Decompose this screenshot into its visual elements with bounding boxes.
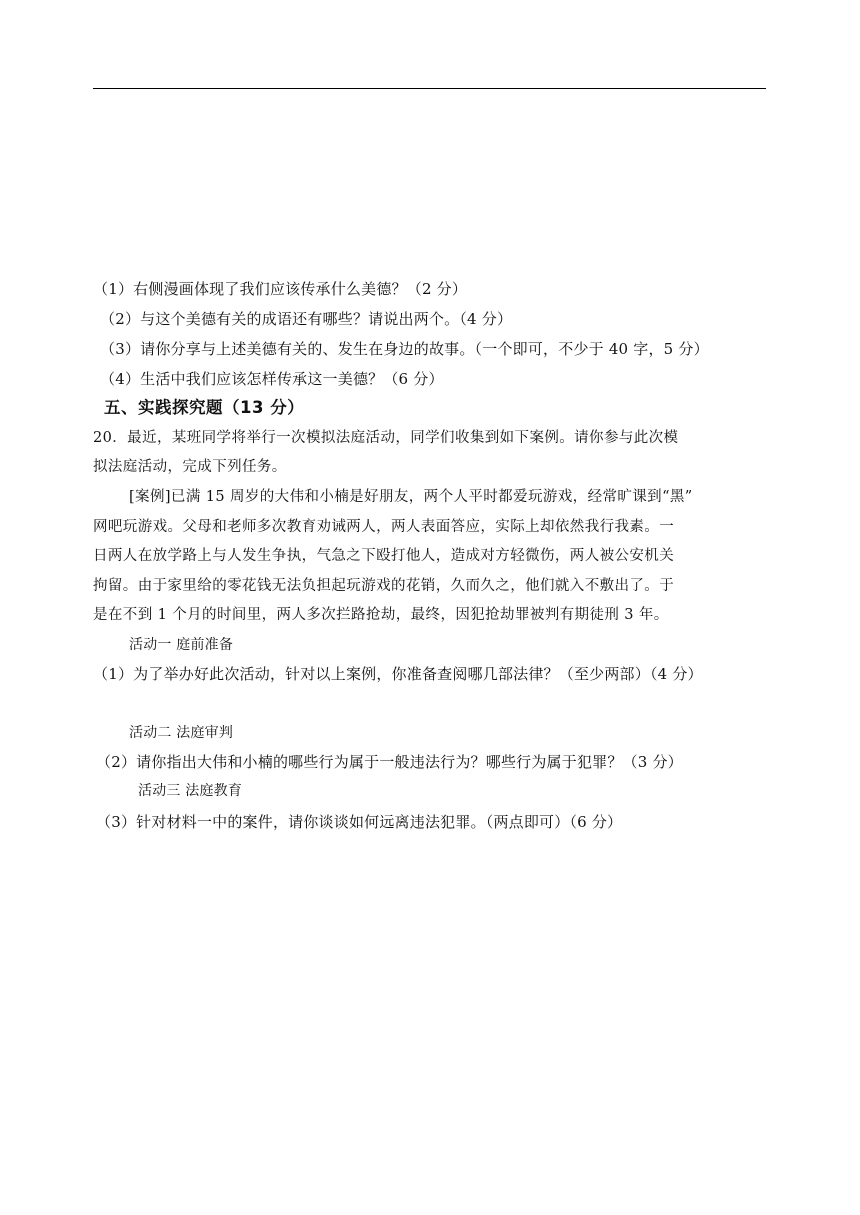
section-five-heading: 五、实践探究题（13 分）	[104, 398, 305, 417]
question-4-2: （2）与这个美德有关的成语还有哪些？请说出两个。（4 分）	[100, 310, 513, 328]
case-text-line-3: 日两人在放学路上与人发生争执，气急之下殴打他人，造成对方轻微伤，两人被公安机关	[93, 548, 675, 564]
question-4-1: （1）右侧漫画体现了我们应该传承什么美德？（2 分）	[93, 280, 468, 298]
question-20-intro-line-1: 20．最近，某班同学将举行一次模拟法庭活动，同学们收集到如下案例。请你参与此次模	[93, 430, 679, 446]
question-20-intro-line-2: 拟法庭活动，完成下列任务。	[93, 459, 287, 475]
case-text-line-1: [案例]已满 15 周岁的大伟和小楠是好朋友，两个人平时都爱玩游戏，经常旷课到“黑”	[129, 489, 693, 505]
question-4-3: （3）请你分享与上述美德有关的、发生在身边的故事。（一个即可，不少于 40 字，5 分）	[100, 340, 709, 358]
activity-3-title: 活动三 法庭教育	[138, 783, 243, 799]
case-text-line-5: 是在不到 1 个月的时间里，两人多次拦路抢劫，最终，因犯抢劫罪被判有期徒刑 3 年。	[93, 607, 669, 623]
question-4-4: （4）生活中我们应该怎样传承这一美德？（6 分）	[100, 370, 444, 388]
case-text-line-2: 网吧玩游戏。父母和老师多次教育劝诫两人，两人表面答应，实际上却依然我行我素。一	[93, 519, 675, 535]
activity-2-title: 活动二 法庭审判	[129, 725, 234, 741]
header-rule	[93, 88, 766, 89]
activity-1-question: （1）为了举办好此次活动，针对以上案例，你准备查阅哪几部法律？（至少两部）（4 分）	[93, 665, 703, 683]
activity-1-title: 活动一 庭前准备	[129, 637, 234, 653]
activity-3-question: （3）针对材料一中的案件，请你谈谈如何远离违法犯罪。（两点即可）（6 分）	[96, 813, 623, 831]
case-text-line-4: 拘留。由于家里给的零花钱无法负担起玩游戏的花销，久而久之，他们就入不敷出了。于	[93, 578, 675, 594]
activity-2-question: （2）请你指出大伟和小楠的哪些行为属于一般违法行为？哪些行为属于犯罪？（3 分）	[96, 753, 683, 771]
